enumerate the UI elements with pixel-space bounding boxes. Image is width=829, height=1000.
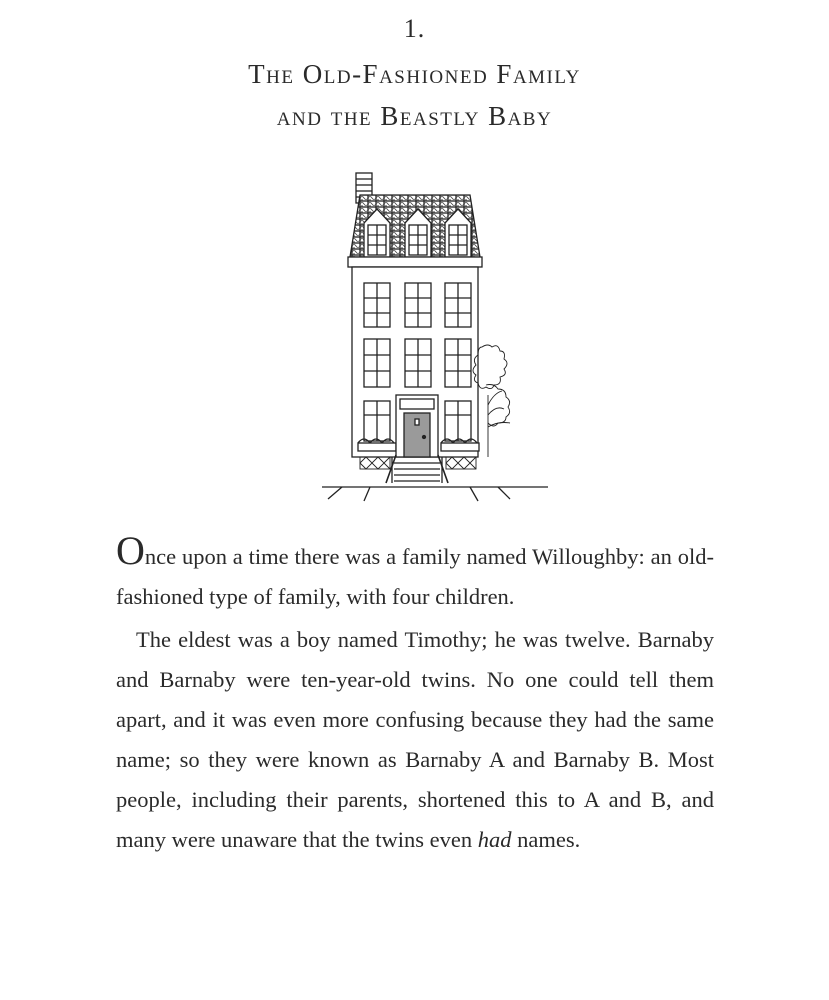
chapter-number: 1.: [403, 14, 426, 43]
paragraph-1: [116, 528, 714, 617]
drop-cap: O: [116, 528, 145, 573]
chapter-title-line-1: The Old-Fashioned Family: [248, 59, 581, 89]
paragraph-2: [116, 620, 714, 860]
townhouse-illustration-icon: [320, 165, 550, 515]
paragraph-2-text: The eldest was a boy named Timothy; he was twelve. Barnaby and Barnaby were ten-year-old twins. No one could tell them apart, and it was even more confusing because they had the same name; so they were known as Barnaby A and Barnaby B. Most people, including their parents, shortened this to A and B, and many were unaware that the twins even: [116, 627, 714, 852]
paragraph-1-text: nce upon a time there was a family named Willoughby: an old-fashioned type of family, with four children.: [116, 544, 714, 609]
paragraph-2-emphasis: had: [477, 827, 512, 852]
chapter-title-line-2: and the Beastly Baby: [276, 101, 553, 131]
paragraph-2-end: names.: [511, 827, 581, 852]
body-text: [116, 528, 714, 860]
